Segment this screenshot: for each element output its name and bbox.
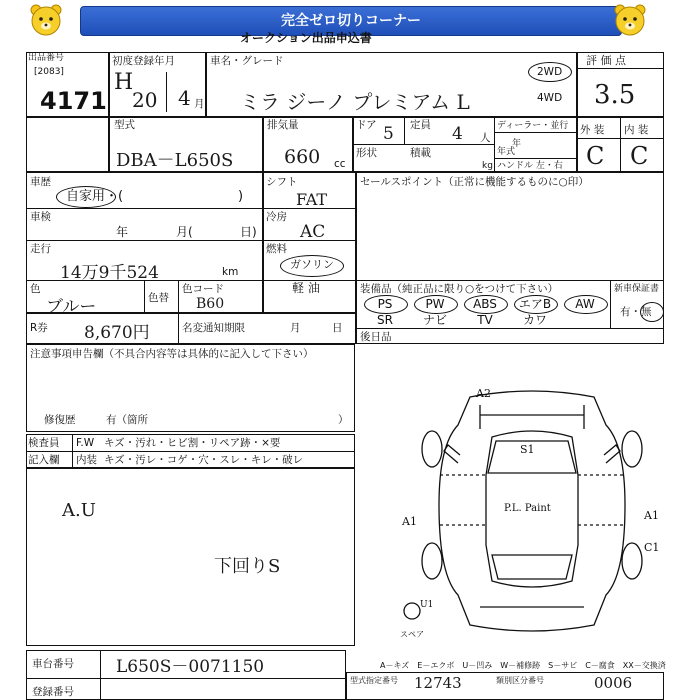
inspector-label-2: 記入欄 xyxy=(28,454,60,466)
mark-panel: P.L. Paint xyxy=(504,503,551,514)
registration-year: 20 xyxy=(132,88,158,112)
drive-2wd: 2WD xyxy=(537,66,563,78)
fuel-gasoline: ガソリン xyxy=(290,258,334,271)
registration-no-value: 12743 xyxy=(414,674,462,692)
color-code-label: 色コード xyxy=(182,283,224,295)
inspection-day: 日) xyxy=(240,225,257,239)
inspection-month: 月( xyxy=(176,225,193,239)
banner-title: 完全ゼロ切りコーナー xyxy=(281,13,421,29)
equipment-selected-circle xyxy=(564,295,608,314)
displacement-value: 660 xyxy=(284,146,321,168)
dealer-handle-label: ハンドル 左・右 xyxy=(497,161,563,171)
color-replace-label: 色替 xyxy=(148,292,169,304)
equipment-item: ABS xyxy=(473,297,497,311)
mileage-value: 14万9千524 xyxy=(60,263,159,283)
memo-undercarriage: 下回りS xyxy=(214,556,281,577)
color-value: ブルー xyxy=(46,297,97,317)
fuel-diesel: 軽 油 xyxy=(292,281,320,295)
equipment-selected-circle xyxy=(414,295,458,314)
name-change-day: 日 xyxy=(332,322,343,334)
mark-u1: U1 xyxy=(420,600,434,610)
notes-label: 注意事項申告欄（不具合内容等は具体的に記入して下さい） xyxy=(30,348,314,360)
car-damage-diagram xyxy=(400,385,665,645)
fw-row-items: キズ・汚れ・ヒビ割・リペア跡・×要 xyxy=(104,437,281,449)
equipment-item: カワ xyxy=(522,313,547,327)
recycle-value: 8,670円 xyxy=(84,323,150,343)
aircon-value: AC xyxy=(300,222,326,242)
mark-a2: A2 xyxy=(476,387,491,400)
interior-value: C xyxy=(630,142,649,170)
lot-label: 出品番号 xyxy=(28,53,65,63)
registration-month-unit: 月 xyxy=(194,98,205,110)
registration-label: 初度登録年月 xyxy=(112,55,175,67)
inspection-label: 車検 xyxy=(30,211,51,223)
color-code-value: B60 xyxy=(196,296,225,312)
mark-a1-left: A1 xyxy=(402,515,417,528)
warranty-value: 有・無 xyxy=(620,306,652,318)
mileage-unit: km xyxy=(222,266,239,278)
dealer-model-year-label: 年式 xyxy=(497,147,516,157)
repair-value: 有（箇所 xyxy=(106,414,148,426)
recycle-label: R券 xyxy=(30,322,48,334)
damage-legend: A－キズ E－エクボ U－凹み W－補修跡 S－サビ C－腐食 XX－交換済 xyxy=(380,661,666,670)
mark-spare: スペア xyxy=(400,630,424,639)
car-name-value: ミラ ジーノ プレミアム L xyxy=(240,90,470,114)
interior-label: 内 装 xyxy=(624,124,649,136)
registration-month: 4 xyxy=(178,86,191,110)
displacement-unit: cc xyxy=(334,158,346,170)
inspector-label: 検査員 xyxy=(28,437,60,449)
equipment-item: PS xyxy=(377,297,393,311)
form-title: オークション出品申込書 xyxy=(240,31,372,45)
doors-value: 5 xyxy=(383,124,394,144)
aircon-label: 冷房 xyxy=(266,211,287,223)
memo-box xyxy=(26,468,355,646)
shift-value: FAT xyxy=(296,190,328,209)
inspection-year: 年 xyxy=(116,225,129,239)
usage-close: ) xyxy=(238,189,244,204)
chassis-label: 車台番号 xyxy=(32,658,74,670)
name-change-label: 名変通知期限 xyxy=(182,322,245,334)
capacity-value: 4 xyxy=(452,124,463,144)
grade-label: 評 価 点 xyxy=(586,54,626,67)
displacement-label: 排気量 xyxy=(267,119,299,131)
capacity-unit: 人 xyxy=(480,132,491,144)
mileage-label: 走行 xyxy=(30,243,51,255)
usage-label: 車歴 xyxy=(30,176,51,188)
equipment-item: TV xyxy=(477,313,493,327)
exterior-value: C xyxy=(586,142,605,170)
shift-label: シフト xyxy=(266,176,298,188)
approval-sub-label: 類別区分番号 xyxy=(496,676,544,685)
drive-4wd: 4WD xyxy=(537,92,563,104)
equipment-item: PW xyxy=(425,297,445,311)
registration-era: H xyxy=(114,70,134,95)
equipment-selected-circle xyxy=(464,295,508,314)
dealer-label: ディーラー・並行 xyxy=(497,121,569,131)
sales-point-label: セールスポイント（正常に機能するものに○印） xyxy=(360,176,589,188)
name-change-month: 月 xyxy=(290,322,301,334)
shape-label: 形状 xyxy=(356,147,377,159)
load-unit: kg xyxy=(482,161,493,171)
color-label: 色 xyxy=(30,283,41,295)
repair-close: ） xyxy=(338,414,349,426)
mark-c1: C1 xyxy=(644,541,660,554)
exterior-label: 外 装 xyxy=(580,124,605,136)
model-label: 型式 xyxy=(114,119,135,131)
interior-row-items: キズ・汚レ・コゲ・穴・スレ・キレ・破レ xyxy=(104,454,304,466)
equipment-selected-circle xyxy=(364,295,408,314)
fuel-label: 燃料 xyxy=(266,243,287,255)
equipment-item: エアB xyxy=(518,297,552,311)
usage-value: 自家用・( xyxy=(66,189,124,204)
lot-small-id: [2083] xyxy=(34,67,64,77)
approval-label: 型式指定番号 xyxy=(350,676,398,685)
lot-number: 4171 xyxy=(40,87,107,115)
approval-value: 0006 xyxy=(594,674,633,692)
fw-row-label: F.W xyxy=(76,437,95,449)
doors-label: ドア xyxy=(356,119,377,131)
rear-seat-label: 後日品 xyxy=(360,331,392,343)
registration-no-label: 登録番号 xyxy=(32,686,74,698)
mark-a1-right: A1 xyxy=(644,509,659,522)
mark-s1: S1 xyxy=(520,443,535,456)
car-name-label: 車名・グレード xyxy=(210,55,284,67)
bear-mascot-icon xyxy=(612,3,648,37)
equipment-item: AW xyxy=(575,297,595,311)
equipment-item: ナビ xyxy=(422,313,447,327)
load-label: 積載 xyxy=(410,147,431,159)
memo-au: A.U xyxy=(62,500,96,521)
grade-value: 3.5 xyxy=(594,80,636,110)
equipment-selected-circle xyxy=(514,295,558,314)
equipment-item: SR xyxy=(377,313,393,327)
dealer-year-label: 年 xyxy=(512,139,522,149)
equipment-label: 装備品（純正品に限り○をつけて下さい） xyxy=(360,283,559,295)
capacity-label: 定員 xyxy=(410,119,431,131)
warranty-label: 新車保証書 xyxy=(614,284,660,294)
repair-label: 修復歴 xyxy=(44,414,76,426)
model-value: DBA－L650S xyxy=(116,150,234,171)
bear-mascot-icon xyxy=(28,3,64,37)
chassis-value: L650S－0071150 xyxy=(116,657,265,677)
interior-row-label: 内装 xyxy=(76,454,97,466)
